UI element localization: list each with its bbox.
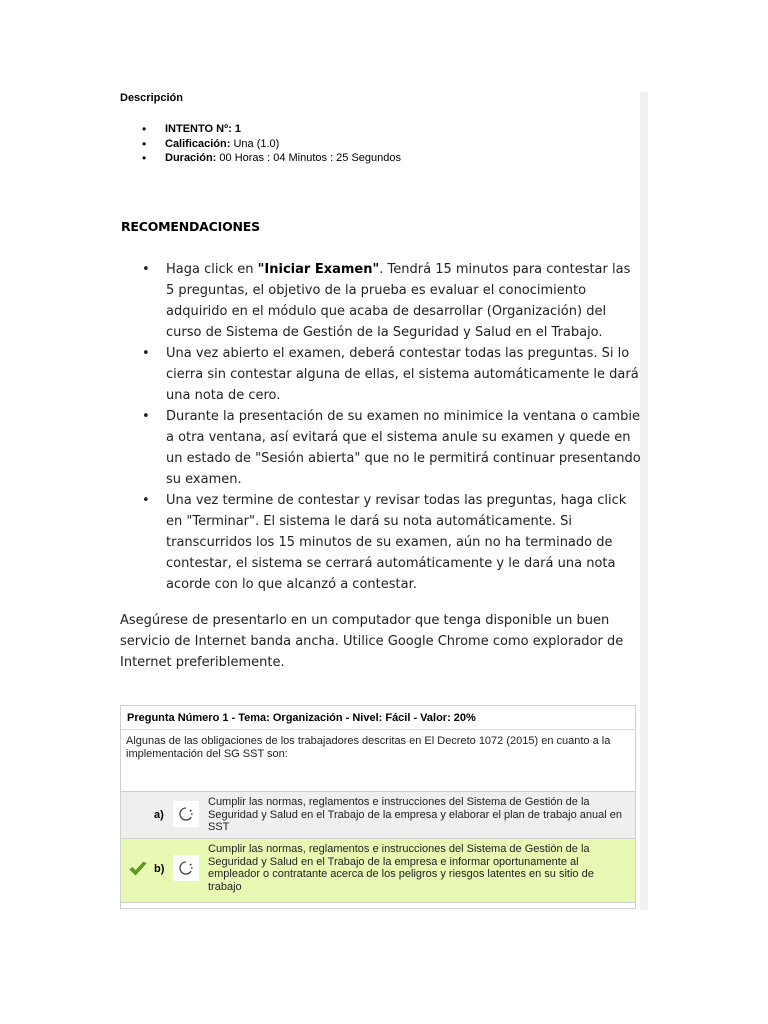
option-letter: a) xyxy=(154,809,164,821)
recommendation-item: • Una vez termine de contestar y revisar todas las preguntas, haga click en "Terminar". El sistema le dará su nota automáticamente. Si transcurridos los 15 minutos de su examen, aún no ha terminado de contestar, el sistema se cerrará automáticamente y le dará una nota acorde con lo que alcanzó a contestar. xyxy=(121,490,641,595)
question-header: Pregunta Número 1 - Tema: Organización - Nivel: Fácil - Valor: 20% xyxy=(121,706,635,730)
option-text: Cumplir las normas, reglamentos e instrucciones del Sistema de Gestión de la Seguridad y Salud en el Trabajo de la empresa e informar oportunamente al empleador o contratante acerca de los peligros y riesgos latentes en su sitio de trabajo xyxy=(208,843,594,893)
option-a[interactable] xyxy=(121,791,635,838)
option-a-radio[interactable] xyxy=(173,801,199,827)
recommendation-item: • Durante la presentación de su examen no minimice la ventana o cambie a otra ventana, así evitará que el sistema anule su examen y quede en un estado de "Sesión abierta" que no le permitirá continuar presentando su examen. xyxy=(121,406,641,490)
checkmark-icon xyxy=(129,861,147,877)
attempt-details xyxy=(122,122,401,166)
option-text: Cumplir las normas, reglamentos e instrucciones del Sistema de Gestión de la Seguridad y Salud en el Trabajo de la empresa y elaborar el plan de trabajo anual en SST xyxy=(208,796,622,833)
page-right-rule xyxy=(640,92,648,910)
option-b-radio[interactable] xyxy=(173,855,199,881)
recommendations-title: RECOMENDACIONES xyxy=(121,219,260,234)
recommendations-list xyxy=(121,259,641,595)
radio-spinner-icon xyxy=(178,860,194,876)
attempt-number: • INTENTO Nº: 1 xyxy=(122,122,401,137)
option-letter: b) xyxy=(154,863,165,875)
question-card xyxy=(120,705,636,909)
question-text: Algunas de las obligaciones de los trabajadores descritas en El Decreto 1072 (2015) en cuanto a la implementación del SG SST son: xyxy=(126,735,611,760)
radio-spinner-icon xyxy=(178,806,194,822)
attempt-grade: • Calificación: Una (1.0) xyxy=(122,137,401,152)
recommendation-item: • Una vez abierto el examen, deberá contestar todas las preguntas. Si lo cierra sin contestar alguna de ellas, el sistema automáticamente le dará una nota de cero. xyxy=(121,343,641,406)
closing-note: Asegúrese de presentarlo en un computador que tenga disponible un buen servicio de Internet banda ancha. Utilice Google Chrome como explorador de Internet preferiblemente. xyxy=(120,613,624,670)
description-title: Descripción xyxy=(120,92,183,104)
attempt-duration: • Duración: 00 Horas : 04 Minutos : 25 Segundos xyxy=(122,151,401,166)
recommendation-item: • Haga click en "Iniciar Examen". Tendrá 15 minutos para contestar las 5 preguntas, el objetivo de la prueba es evaluar el conocimiento adquirido en el módulo que acaba de desarrollar (Organización) del curso de Sistema de Gestión de la Seguridad y Salud en el Trabajo. xyxy=(121,259,641,343)
option-b[interactable] xyxy=(121,838,635,903)
